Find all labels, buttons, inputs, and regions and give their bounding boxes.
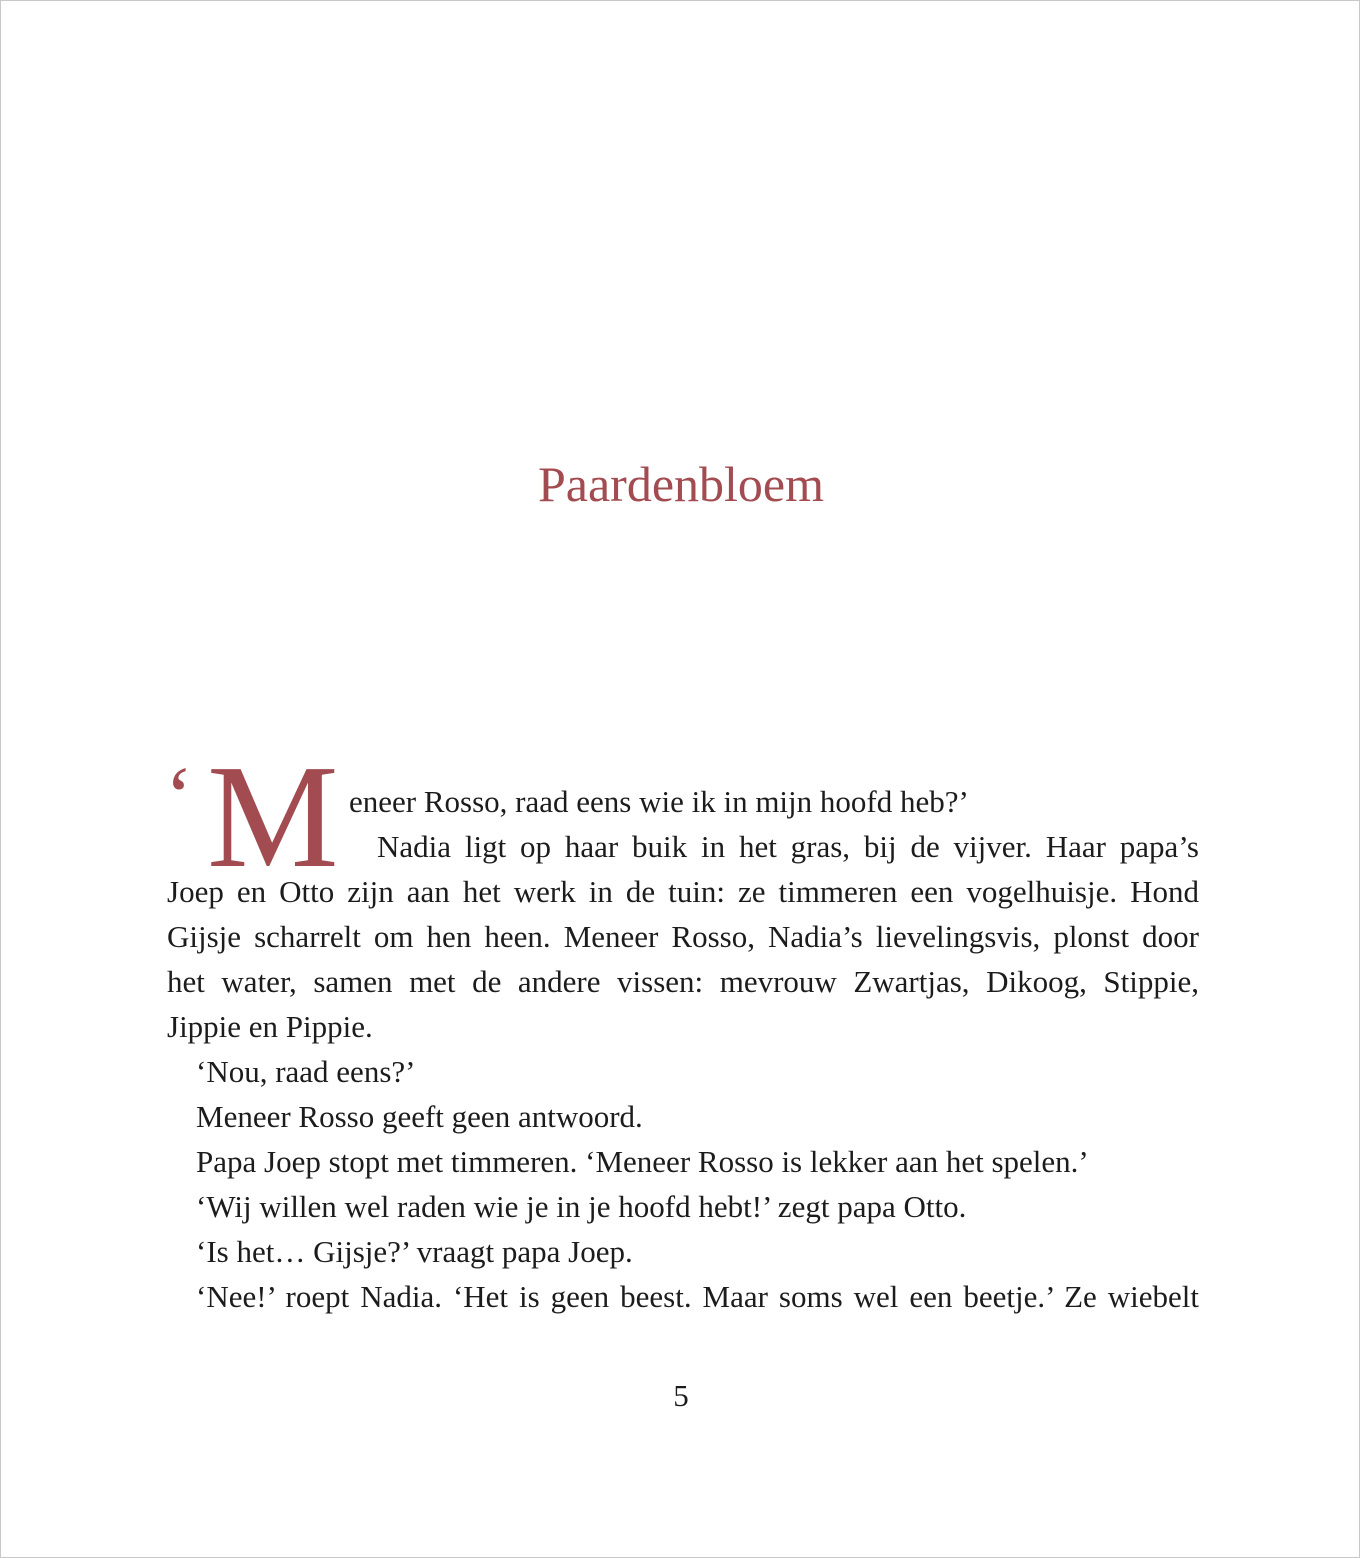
dialogue-line-4: ‘Wij willen wel raden wie je in je hoofd hebt!’ zegt papa Otto. bbox=[196, 1189, 967, 1224]
chapter-title: Paardenbloem bbox=[537, 456, 824, 512]
dialogue-line-3: Papa Joep stopt met timmeren. ‘Meneer Rosso is lekker aan het spelen.’ bbox=[196, 1144, 1089, 1179]
dialogue-line-6: ‘Nee!’ roept Nadia. ‘Het is geen beest. Maar soms wel een beetje.’ Ze wiebelt bbox=[196, 1279, 1199, 1314]
page-number: 5 bbox=[673, 1378, 689, 1413]
text-line-1: eneer Rosso, raad eens wie ik in mijn hoofd heb?’ bbox=[349, 784, 969, 819]
drop-cap-letter: M bbox=[207, 735, 339, 899]
drop-cap bbox=[165, 735, 349, 899]
dialogue-line-5: ‘Is het… Gijsje?’ vraagt papa Joep. bbox=[196, 1234, 633, 1269]
text-line-4: Gijsje scharrelt om hen heen. Meneer Rosso, Nadia’s lievelingsvis, plonst door bbox=[167, 919, 1199, 954]
dialogue-line-1: ‘Nou, raad eens?’ bbox=[196, 1054, 416, 1089]
text-line-6: Jippie en Pippie. bbox=[167, 1009, 373, 1044]
body-text bbox=[165, 735, 1199, 1319]
text-line-3: Joep en Otto zijn aan het werk in de tuin: ze timmeren een vogelhuisje. Hond bbox=[167, 874, 1199, 909]
text-line-2: Nadia ligt op haar buik in het gras, bij de vijver. Haar papa’s bbox=[377, 829, 1199, 864]
text-line-5: het water, samen met de andere vissen: mevrouw Zwartjas, Dikoog, Stippie, bbox=[167, 964, 1199, 999]
drop-cap-quote: ‘ bbox=[165, 750, 193, 843]
dialogue-line-2: Meneer Rosso geeft geen antwoord. bbox=[196, 1099, 643, 1134]
